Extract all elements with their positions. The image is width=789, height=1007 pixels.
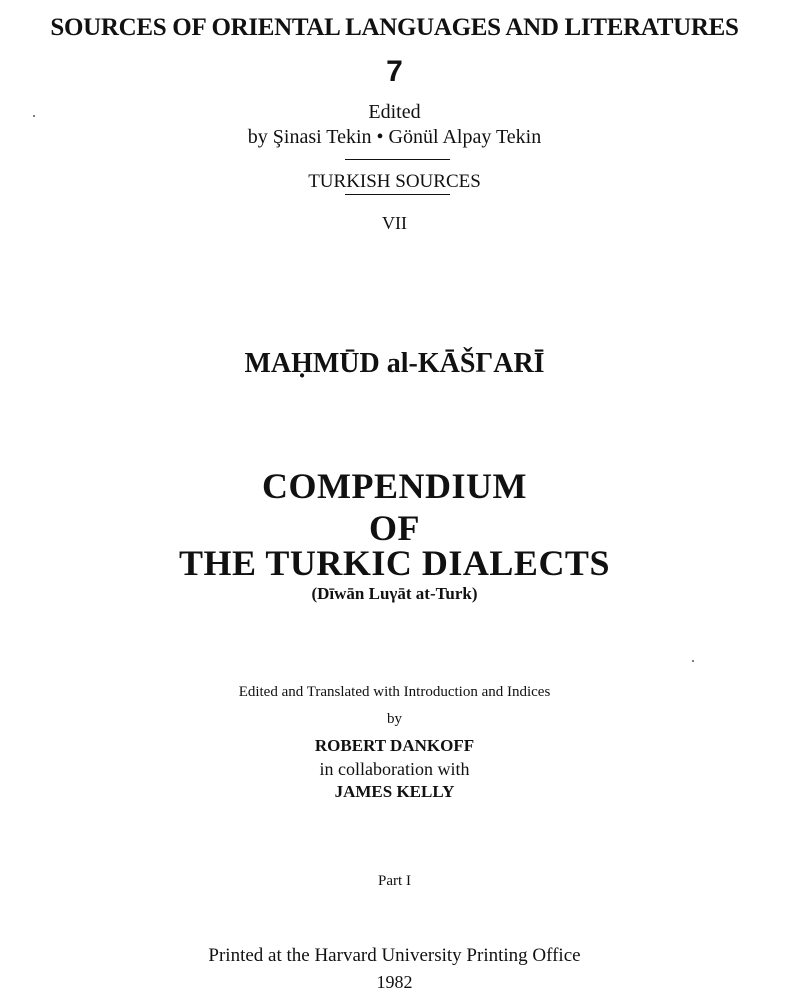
- series-number: 7: [386, 55, 403, 88]
- edited-label: Edited: [368, 101, 421, 123]
- series-editors: by Şinasi Tekin • Gönül Alpay Tekin: [247, 126, 542, 148]
- part-label: Part I: [378, 873, 411, 889]
- book-title-line: THE TURKIC DIALECTS: [179, 543, 610, 583]
- translator-name: ROBERT DANKOFF: [314, 736, 475, 755]
- publication-year: 1982: [376, 972, 413, 992]
- book-author: MAḤMŪD al-KĀŠΓARĪ: [244, 348, 545, 379]
- collaborator-name: JAMES KELLY: [334, 782, 455, 801]
- volume-number: VII: [382, 213, 407, 233]
- book-subtitle: (Dīwān Luγāt at-Turk): [311, 584, 478, 603]
- divider-rule: [345, 194, 450, 195]
- collaboration-label: in collaboration with: [319, 759, 470, 779]
- credit-role: Edited and Translated with Introduction and Indices: [238, 684, 551, 700]
- book-title-line: COMPENDIUM: [262, 466, 527, 506]
- scan-speck: [692, 660, 694, 662]
- book-title-line: OF: [369, 508, 420, 548]
- subseries-title: TURKISH SOURCES: [308, 171, 481, 192]
- printer-imprint: Printed at the Harvard University Printing Office: [208, 945, 581, 966]
- credit-by: by: [387, 711, 402, 727]
- divider-rule: [345, 159, 450, 160]
- scan-speck: [33, 115, 35, 117]
- series-title: SOURCES OF ORIENTAL LANGUAGES AND LITERATURES: [50, 14, 739, 41]
